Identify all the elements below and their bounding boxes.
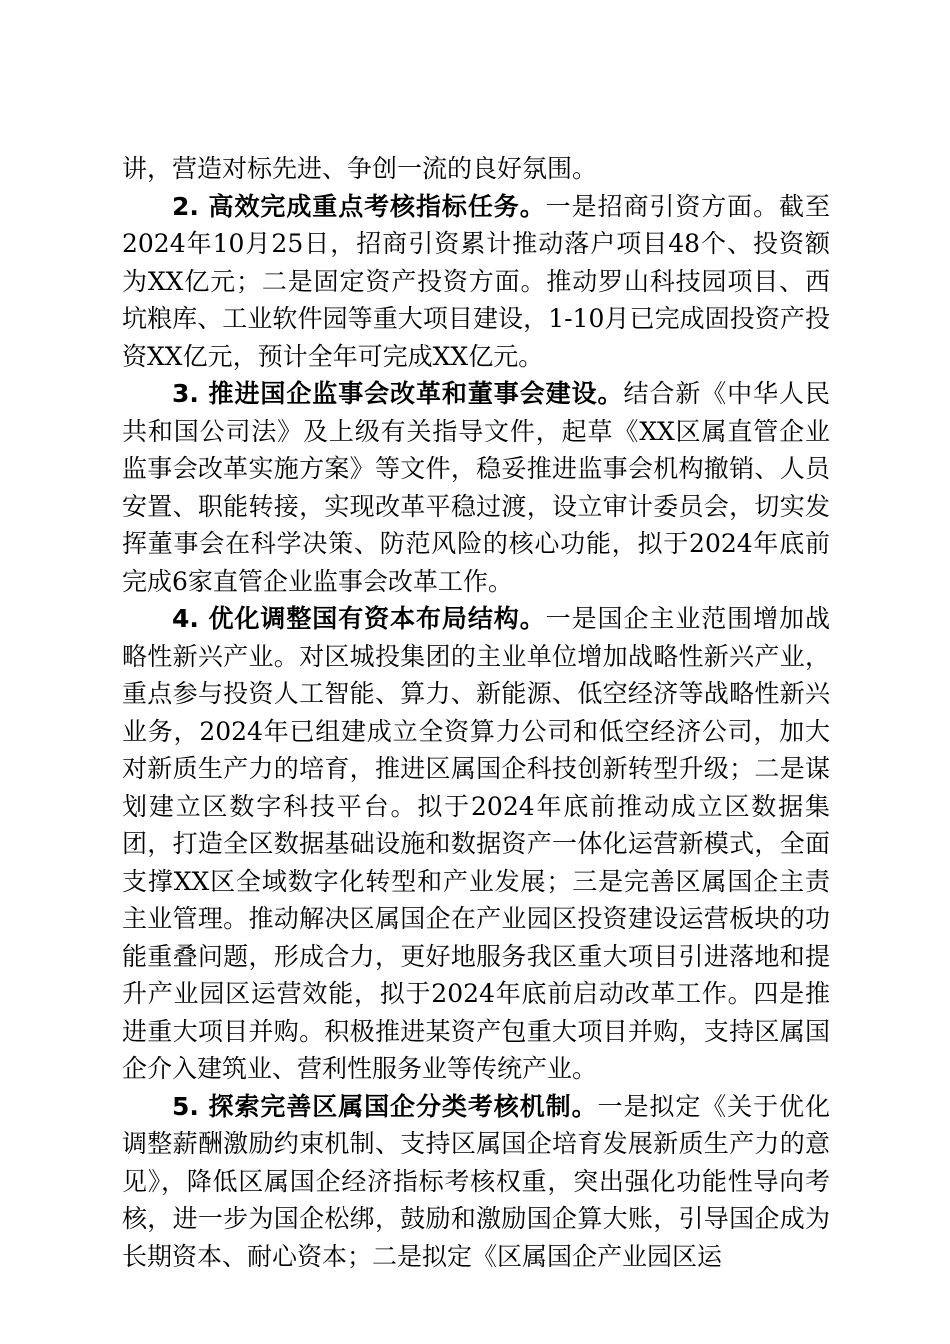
paragraph-heading: 5. 探索完善区属国企分类考核机制。 [172,1091,598,1121]
paragraph-heading: 3. 推进国企监事会改革和董事会建设。 [172,379,624,408]
paragraph-body: 讲，营造对标先进、争创一流的良好氛围。 [122,154,598,183]
paragraph-body: 一是国企主业范围增加战略性新兴产业。对区城投集团的主业单位增加战略性新兴产业，重点参与投资人工智能、算力、新能源、低空经济等战略性新兴业务，2024年已组建成立全资算力公司和低空经济公司，加大对新质生产力的培育，推进区属国企科技创新转型升级；二是谋划建立区数字科技平台。拟于2024年底前推动成立区数据集团，打造全区数据基础设施和数据资产一体化运营新模式，全面支撑XX区全域数字化转型和产业发展；三是完善区属国企主责主业管理。推动解决区属国企在产业园区投资建设运营板块的功能重叠问题，形成合力，更好地服务我区重大项目引进落地和提升产业园区运营效能，拟于2024年底前启动改革工作。四是推进重大项目并购。积极推进某资产包重大项目并购，支持区属国企介入建筑业、营利性服务业等传统产业。 [122,604,830,1083]
paragraph-body: 一是拟定《关于优化调整薪酬激励约束机制、支持区属国企培育发展新质生产力的意见》，降低区属国企经济指标考核权重，突出强化功能性导向考核，进一步为国企松绑，鼓励和激励国企算大账，引导国企成为长期资本、耐心资本；二是拟定《区属国企产业园区运 [122,1091,830,1271]
paragraph-item-4 [122,600,830,1088]
paragraph-item-2 [122,188,830,376]
paragraph-body: 结合新《中华人民共和国公司法》及上级有关指导文件，起草《XX区属直管企业监事会改革实施方案》等文件，稳妥推进监事会机构撤销、人员安置、职能转接，实现改革平稳过渡，设立审计委员会，切实发挥董事会在科学决策、防范风险的核心功能，拟于2024年底前完成6家直管企业监事会改革工作。 [122,379,830,596]
paragraph-body: 一是招商引资方面。截至2024年10月25日，招商引资累计推动落户项目48个、投资额为XX亿元；二是固定资产投资方面。推动罗山科技园项目、西坑粮库、工业软件园等重大项目建设，1-10月已完成固投资产投资XX亿元，预计全年可完成XX亿元。 [122,191,830,371]
document-body [122,150,830,1275]
paragraph-heading: 4. 优化调整国有资本布局结构。 [172,604,546,633]
paragraph-item-3 [122,375,830,600]
paragraph-item-5 [122,1088,830,1276]
paragraph-continuation [122,150,830,188]
paragraph-heading: 2. 高效完成重点考核指标任务。 [172,191,546,221]
